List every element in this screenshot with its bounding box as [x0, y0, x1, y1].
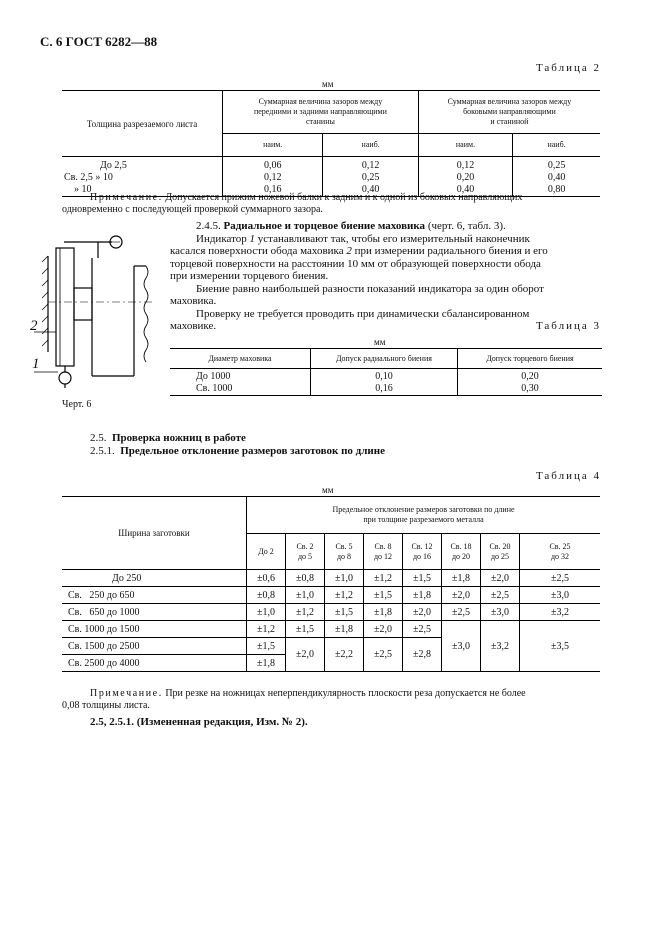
- figure-label-1: 1: [32, 356, 40, 372]
- table2-col-thickness: Толщина разрезаемого листа: [62, 91, 223, 157]
- table-row: Св. 1000 до 1500 ±1,2 ±1,5 ±1,8 ±2,0 ±2,5 ±3,0 ±3,2 ±3,5: [62, 621, 600, 638]
- figure-caption: Черт. 6: [62, 399, 92, 410]
- table-row: До 1000 0,10 0,20: [170, 369, 602, 383]
- merged-cell: ±2,5: [364, 638, 403, 672]
- merged-cell: ±3,2: [481, 621, 520, 672]
- table2-units: мм: [322, 79, 334, 89]
- merged-cell: ±2,0: [286, 638, 325, 672]
- table4-sub: Св. 20 до 25: [481, 534, 520, 570]
- table-row: Св. 650 до 1000 ±1,0 ±1,2 ±1,5 ±1,8 ±2,0 ±2,5 ±3,0 ±3,2: [62, 604, 600, 621]
- table2-sub-min: наим.: [223, 134, 323, 157]
- table3: [170, 348, 602, 396]
- table3-units: мм: [374, 337, 386, 347]
- table2: [62, 90, 600, 197]
- section-245: 2.4.5. Радиальное и торцевое биение маховика (черт. 6, табл. 3). Индикатор 1 устанавливают так, чтобы его измерительный наконечник касался поверхности обода маховика 2 при измерении радиального биения и его торцевой поверхности на расстоянии 10 мм от образующей поверхности обода при измерении торцевого биения. Биение равно наибольшей разности показаний индикатора за один оборот маховика. Проверку не требуется проводить при динамически сбалансированном маховике.: [170, 220, 548, 332]
- table-row: До 2,5 0,06 0,12 0,12 0,25: [62, 157, 600, 172]
- merged-cell: ±3,5: [520, 621, 601, 672]
- table-row: Св. 2,5 » 10 0,12 0,25 0,20 0,40: [62, 171, 600, 183]
- table3-header: Допуск торцевого биения: [458, 349, 603, 369]
- table2-sub-max: наиб.: [323, 134, 418, 157]
- table3-caption: Таблица 3: [535, 320, 601, 332]
- table4-sub: Св. 5 до 8: [325, 534, 364, 570]
- table-row: До 250 ±0,6 ±0,8 ±1,0 ±1,2 ±1,5 ±1,8 ±2,0 ±2,5: [62, 570, 600, 587]
- table2-group2: Суммарная величина зазоров между боковыми направляющими и станиной: [418, 91, 600, 134]
- table-row: » 10 0,16 0,40 0,40 0,80: [62, 183, 600, 196]
- table4-group: Предельное отклонение размеров заготовки по длине при толщине разрезаемого металла: [247, 497, 601, 534]
- table3-header: Диаметр маховика: [208, 353, 272, 363]
- table4-caption: Таблица 4: [535, 470, 601, 482]
- table4-sub: Св. 8 до 12: [364, 534, 403, 570]
- section-251-heading: 2.5.1. Предельное отклонение размеров заготовок по длине: [90, 445, 385, 457]
- section-25-heading: 2.5. Проверка ножниц в работе: [90, 432, 246, 444]
- table4: [62, 496, 600, 672]
- merged-cell: ±2,2: [325, 638, 364, 672]
- table2-note: Примечание. Допускается прижим ножевой балки к задним и к одной из боковых направляющих одновременно с последующей проверкой суммарного зазора.: [62, 192, 523, 215]
- table2-caption: Таблица 2: [535, 62, 601, 74]
- flywheel-drawing: [34, 228, 164, 388]
- table4-sub: Св. 12 до 16: [403, 534, 442, 570]
- table4-sub: Св. 18 до 20: [442, 534, 481, 570]
- table4-sub: Св. 25 до 32: [520, 534, 601, 570]
- table2-sub-max: наиб.: [513, 134, 600, 157]
- table3-header: Допуск радиального биения: [311, 349, 458, 369]
- figure-label-2: 2: [30, 318, 38, 334]
- table4-units: мм: [322, 485, 334, 495]
- amendment-reference: 2.5, 2.5.1. (Измененная редакция, Изм. № 2).: [90, 716, 308, 728]
- table4-sub: Св. 2 до 5: [286, 534, 325, 570]
- table2-sub-min: наим.: [418, 134, 512, 157]
- table-row: Св. 1000 0,16 0,30: [170, 382, 602, 395]
- table4-sub: До 2: [247, 534, 286, 570]
- table-row: Св. 250 до 650 ±0,8 ±1,0 ±1,2 ±1,5 ±1,8 ±2,0 ±2,5 ±3,0: [62, 587, 600, 604]
- merged-cell: ±3,0: [442, 621, 481, 672]
- table4-col-width: Ширина заготовки: [62, 497, 247, 570]
- table2-group1: Суммарная величина зазоров между передними и задними направляющими станины: [223, 91, 419, 134]
- page-header: С. 6 ГОСТ 6282—88: [40, 34, 158, 49]
- table-row: Св. 2500 до 4000 ±1,8: [62, 655, 600, 672]
- table-row: Св. 1500 до 2500 ±1,5 ±2,0 ±2,2 ±2,5 ±2,8: [62, 638, 600, 655]
- merged-cell: ±2,8: [403, 638, 442, 672]
- table4-note: Примечание. При резке на ножницах неперпендикулярность плоскости реза допускается не более 0,08 толщины листа.: [62, 688, 526, 711]
